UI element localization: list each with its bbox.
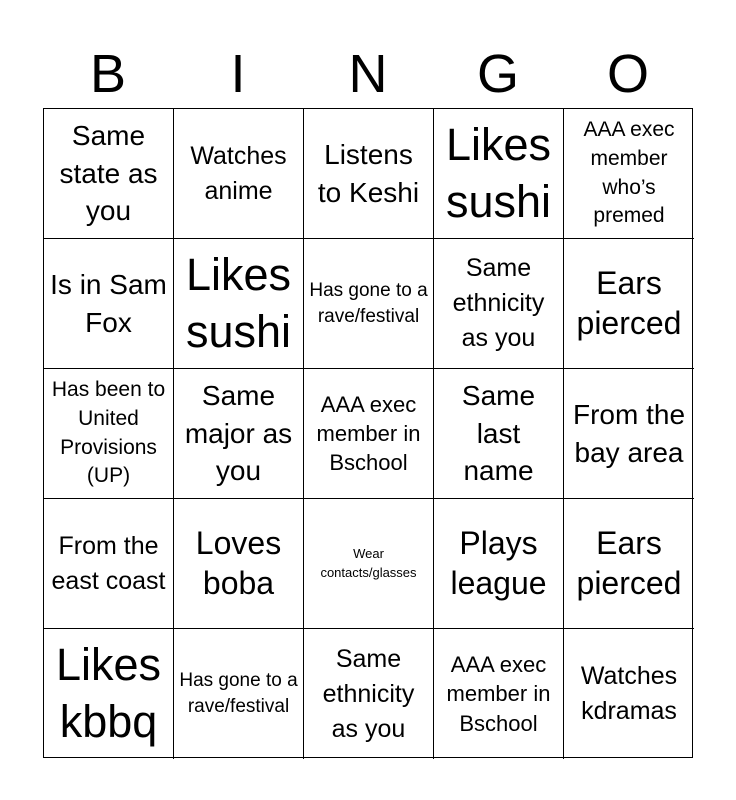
bingo-cell-r1c5[interactable] — [564, 109, 694, 239]
cell-text: AAA exec member in Bschool — [446, 652, 551, 736]
header-letter-n: N — [348, 44, 388, 104]
cell-text: Ears pierced — [576, 265, 682, 341]
cell-text: Has gone to a rave/festival — [179, 670, 298, 717]
bingo-header — [43, 40, 693, 108]
cell-text: Same major as you — [184, 380, 293, 487]
bingo-cell-r5c2[interactable] — [174, 629, 304, 759]
bingo-cell-r2c5[interactable] — [564, 239, 694, 369]
cell-text: AAA exec member who’s premed — [583, 117, 675, 228]
cell-text: Has been to United Provisions (UP) — [51, 377, 166, 488]
cell-text: Likes sushi — [185, 248, 292, 357]
bingo-cell-r4c5[interactable] — [564, 499, 694, 629]
bingo-cell-r4c2[interactable] — [174, 499, 304, 629]
header-letter-b: B — [89, 44, 127, 104]
bingo-cell-r3c2[interactable] — [174, 369, 304, 499]
cell-text: From the bay area — [572, 398, 686, 468]
cell-text: Same ethnicity as you — [322, 644, 415, 743]
bingo-cell-r5c4[interactable] — [434, 629, 564, 759]
bingo-cell-r2c3[interactable] — [304, 239, 434, 369]
bingo-cell-r3c1[interactable] — [44, 369, 174, 499]
bingo-cell-r1c1[interactable] — [44, 109, 174, 239]
bingo-board — [43, 108, 693, 758]
cell-text: Loves boba — [195, 525, 282, 601]
cell-text: Plays league — [450, 525, 547, 601]
cell-text: Listens to Keshi — [317, 138, 420, 208]
cell-text: Is in Sam Fox — [50, 268, 167, 338]
bingo-cell-r3c4[interactable] — [434, 369, 564, 499]
cell-text: Likes kbbq — [55, 639, 162, 747]
bingo-cell-r5c5[interactable] — [564, 629, 694, 759]
bingo-cell-r2c1[interactable] — [44, 239, 174, 369]
header-letter-g: G — [476, 44, 519, 104]
bingo-cell-r4c3[interactable] — [304, 499, 434, 629]
cell-text: Same ethnicity as you — [452, 254, 545, 352]
bingo-cell-r5c3[interactable] — [304, 629, 434, 759]
cell-text: Same last name — [461, 380, 536, 487]
cell-text: Same state as you — [59, 120, 158, 227]
bingo-cell-r3c5[interactable] — [564, 369, 694, 499]
cell-text: AAA exec member in Bschool — [316, 391, 421, 476]
cell-text: Wear contacts/glasses — [320, 546, 417, 580]
bingo-cell-r4c4[interactable] — [434, 499, 564, 629]
bingo-cell-r1c3[interactable] — [304, 109, 434, 239]
cell-text: Likes sushi — [445, 118, 552, 227]
cell-text: Watches kdramas — [580, 662, 678, 725]
bingo-cell-r5c1[interactable] — [44, 629, 174, 759]
bingo-cell-r2c2[interactable] — [174, 239, 304, 369]
cell-text: Ears pierced — [576, 525, 682, 601]
cell-text: Watches anime — [190, 141, 287, 205]
header-letter-i: I — [230, 44, 246, 104]
cell-text: From the east coast — [51, 531, 166, 595]
bingo-cell-r1c2[interactable] — [174, 109, 304, 239]
cell-text: Has gone to a rave/festival — [309, 279, 428, 327]
header-letter-o: O — [606, 44, 649, 104]
bingo-cell-r4c1[interactable] — [44, 499, 174, 629]
bingo-cell-r2c4[interactable] — [434, 239, 564, 369]
bingo-cell-r3c3[interactable] — [304, 369, 434, 499]
bingo-cell-r1c4[interactable] — [434, 109, 564, 239]
